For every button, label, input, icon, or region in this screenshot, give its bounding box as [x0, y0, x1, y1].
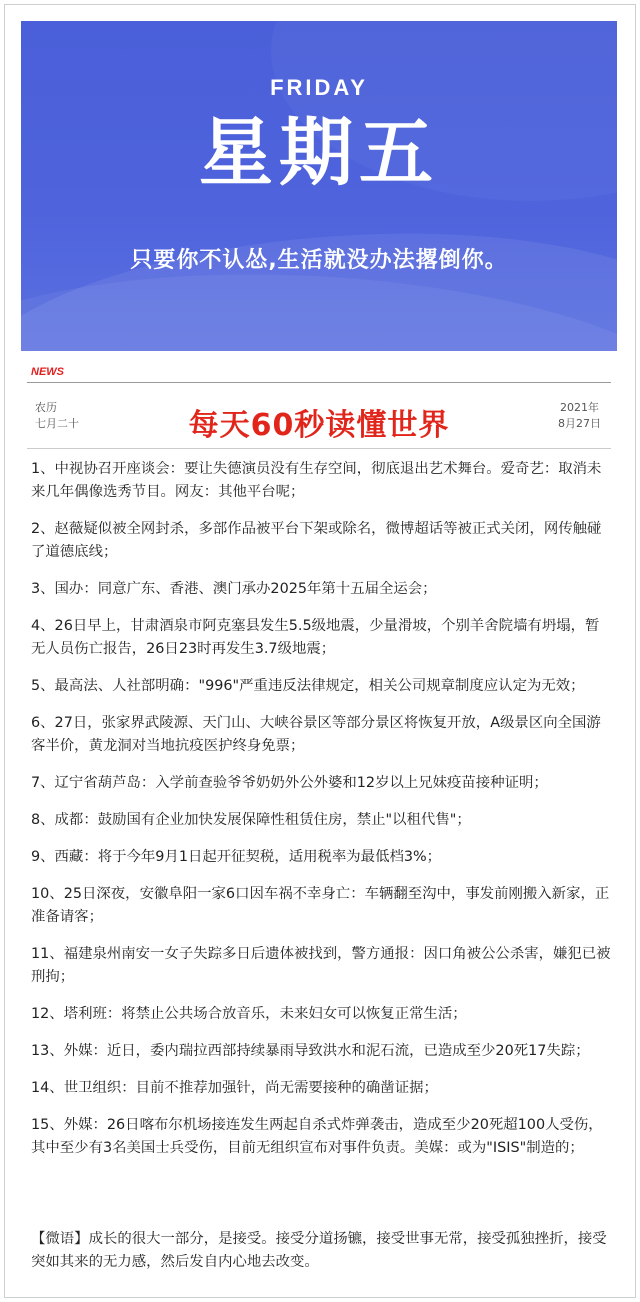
news-item: 10、25日深夜，安徽阜阳一家6口因车祸不幸身亡：车辆翻至沟中，事发前刚搬入新家，正准备请客；	[31, 886, 610, 925]
lunar-date: 七月二十	[35, 417, 79, 430]
banner-slogan: 只要你不认怂,生活就没办法撂倒你。	[130, 248, 508, 273]
news-item: 9、西藏：将于今年9月1日起开征契税，适用税率为最低档3%；	[31, 849, 442, 865]
news-item: 8、成都：鼓励国有企业加快发展保障性租赁住房，禁止"以租代售"；	[31, 812, 471, 828]
news-item: 13、外媒：近日，委内瑞拉西部持续暴雨导致洪水和泥石流，已造成至少20死17失踪；	[31, 1043, 590, 1059]
lunar-label: 农历	[35, 401, 57, 414]
daily-quote: 【微语】成长的很大一部分，是接受。接受分道扬镳，接受世事无常，接受孤独挫折，接受突如其来的无力感，然后发自内心地去改变。	[31, 1231, 607, 1270]
news-list	[31, 458, 613, 1174]
news-item: 12、塔利班：将禁止公共场合放音乐，未来妇女可以恢复正常生活；	[31, 1006, 467, 1022]
date-month-day: 8月27日	[558, 417, 601, 430]
news-item: 5、最高法、人社部明确："996"严重违反法律规定，相关公司规章制度应认定为无效；	[31, 678, 585, 694]
date-block	[558, 400, 601, 432]
news-item: 3、国办：同意广东、香港、澳门承办2025年第十五届全运会；	[31, 581, 437, 597]
weekday-chinese: 星期五	[199, 110, 439, 196]
news-label: NEWS	[31, 366, 64, 378]
news-item: 1、中视协召开座谈会：要让失德演员没有生存空间，彻底退出艺术舞台。爱奇艺：取消未来几年偶像选秀节目。网友：其他平台呢；	[31, 461, 602, 500]
weekday-banner	[21, 21, 617, 351]
weekday-english: FRIDAY	[270, 75, 368, 100]
news-item: 15、外媒：26日喀布尔机场接连发生两起自杀式炸弹袭击，造成至少20死超100人受伤，其中至少有3名美国士兵受伤，目前无组织宣布对事件负责。美媒：或为"ISIS"制造的；	[31, 1117, 603, 1156]
news-item: 2、赵薇疑似被全网封杀，多部作品被平台下架或除名，微博超话等被正式关闭，网传触碰了道德底线；	[31, 521, 602, 560]
date-year: 2021年	[560, 401, 599, 414]
divider	[27, 448, 611, 449]
masthead	[27, 392, 611, 444]
news-item: 6、27日，张家界武陵源、天门山、大峡谷景区等部分景区将恢复开放，A级景区向全国游客半价，黄龙洞对当地抗疫医护终身免票；	[31, 715, 601, 754]
news-item: 14、世卫组织：目前不推荐加强针，尚无需要接种的确凿证据；	[31, 1080, 438, 1096]
news-item: 11、福建泉州南安一女子失踪多日后遗体被找到，警方通报：因口角被公公杀害，嫌犯已被刑拘；	[31, 946, 611, 985]
divider	[27, 382, 611, 383]
news-item: 4、26日早上，甘肃酒泉市阿克塞县发生5.5级地震，少量滑坡，个别羊舍院墙有坍塌，暂无人员伤亡报告，26日23时再发生3.7级地震；	[31, 618, 600, 657]
page-title: 每天60秒读懂世界	[188, 408, 450, 443]
news-item: 7、辽宁省葫芦岛：入学前查验爷爷奶奶外公外婆和12岁以上兄妹疫苗接种证明；	[31, 775, 548, 791]
